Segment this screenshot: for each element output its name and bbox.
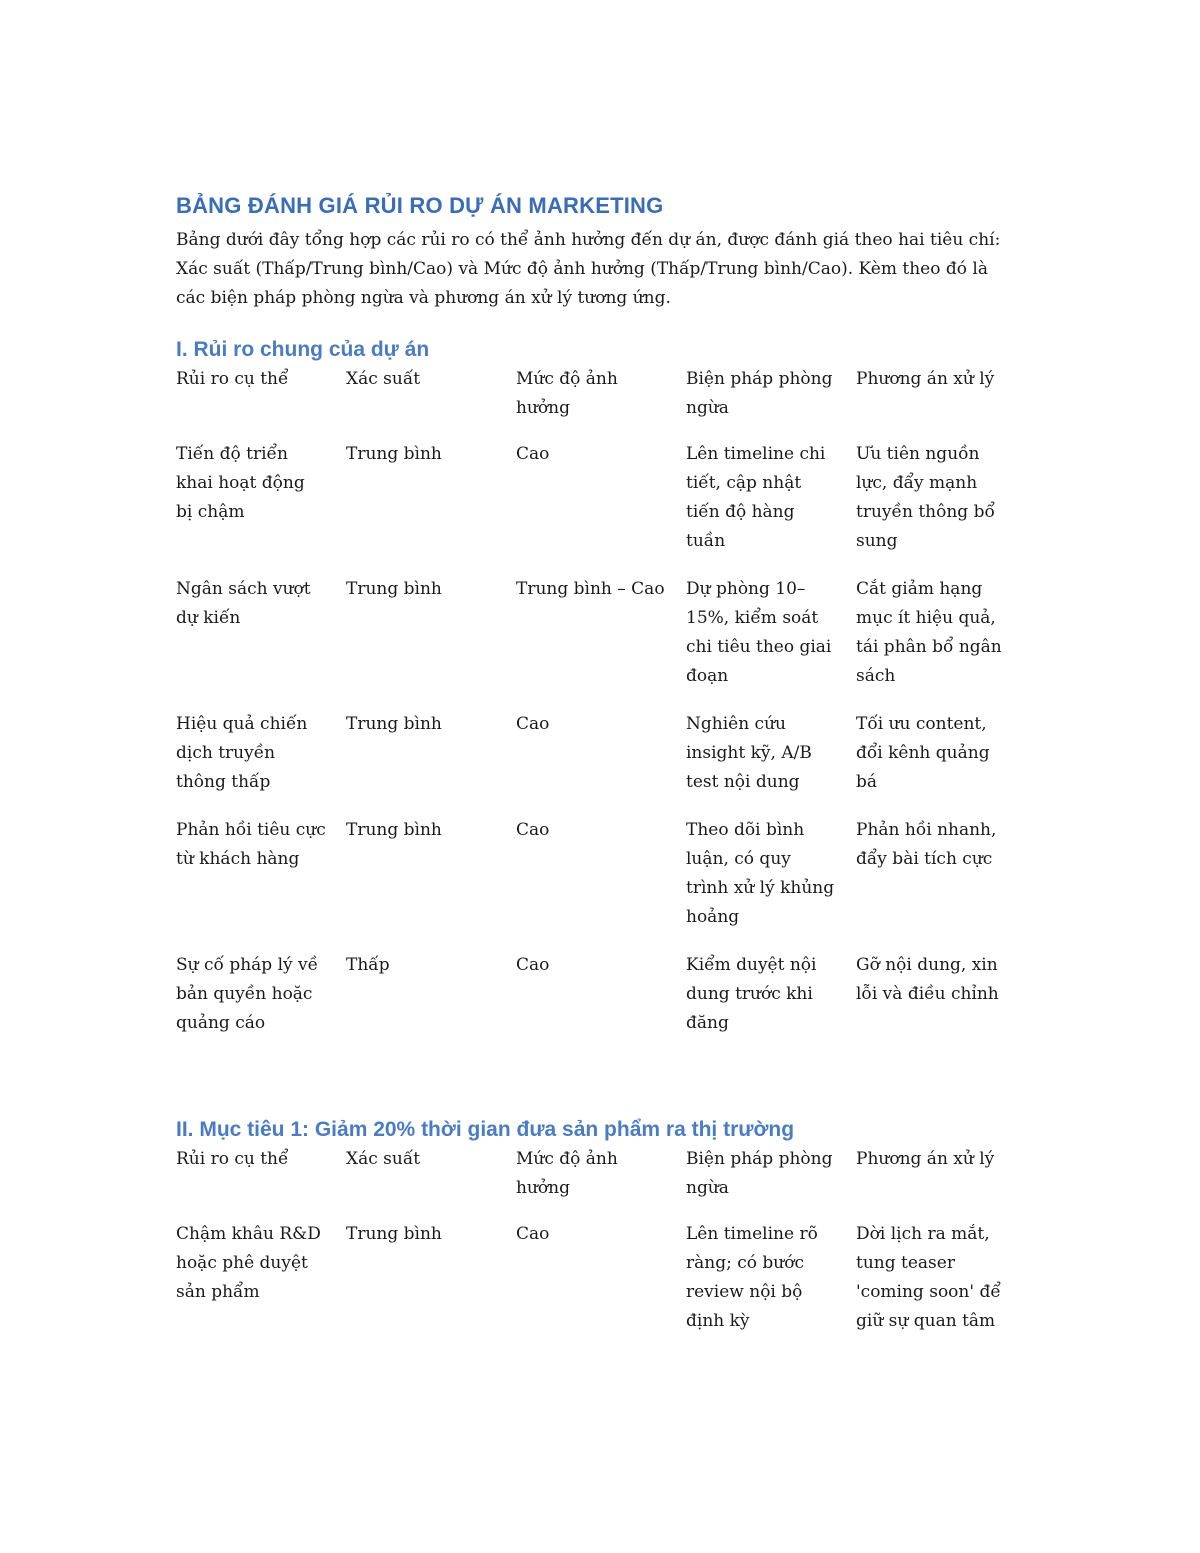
document-title: BẢNG ĐÁNH GIÁ RỦI RO DỰ ÁN MARKETING	[176, 193, 664, 218]
table-row	[176, 951, 1026, 1057]
section-heading: II. Mục tiêu 1: Giảm 20% thời gian đưa sản phẩm ra thị trường	[176, 1118, 795, 1141]
document-page	[176, 190, 1026, 1355]
cell-risk: Sự cố pháp lý về bản quyền hoặc quảng cáo	[176, 955, 319, 1033]
header-impact: Mức độ ảnh hưởng	[516, 1149, 618, 1198]
header-impact: Mức độ ảnh hưởng	[516, 369, 618, 418]
cell-risk: Phản hồi tiêu cực từ khách hàng	[176, 820, 326, 869]
table-row	[176, 1220, 1026, 1355]
cell-impact: Cao	[516, 1224, 550, 1244]
table-header-row	[176, 365, 1026, 440]
table-header-row	[176, 1145, 1026, 1220]
cell-impact: Cao	[516, 714, 550, 734]
cell-prevention: Kiểm duyệt nội dung trước khi đăng	[686, 955, 817, 1033]
header-probability: Xác suất	[346, 369, 421, 389]
cell-probability: Trung bình	[346, 579, 442, 599]
cell-response: Cắt giảm hạng mục ít hiệu quả, tái phân bổ ngân sách	[856, 579, 1002, 686]
cell-prevention: Lên timeline rõ ràng; có bước review nội bộ định kỳ	[686, 1224, 818, 1331]
cell-impact: Cao	[516, 444, 550, 464]
cell-probability: Thấp	[346, 955, 390, 975]
cell-prevention: Nghiên cứu insight kỹ, A/B test nội dung	[686, 714, 812, 792]
header-probability: Xác suất	[346, 1149, 421, 1169]
cell-risk: Tiến độ triển khai hoạt động bị chậm	[176, 444, 305, 522]
table-row	[176, 575, 1026, 710]
cell-response: Dời lịch ra mắt, tung teaser 'coming soon' để giữ sự quan tâm	[856, 1224, 1001, 1331]
header-prevention: Biện pháp phòng ngừa	[686, 1149, 833, 1198]
cell-impact: Trung bình – Cao	[516, 579, 665, 599]
risk-table	[176, 365, 1026, 1057]
header-prevention: Biện pháp phòng ngừa	[686, 369, 833, 418]
cell-impact: Cao	[516, 820, 550, 840]
header-risk: Rủi ro cụ thể	[176, 369, 289, 389]
table-row	[176, 710, 1026, 816]
cell-response: Ưu tiên nguồn lực, đẩy mạnh truyền thông bổ sung	[856, 444, 995, 551]
cell-risk: Chậm khâu R&D hoặc phê duyệt sản phẩm	[176, 1224, 321, 1302]
cell-response: Gỡ nội dung, xin lỗi và điều chỉnh	[856, 955, 999, 1004]
cell-risk: Hiệu quả chiến dịch truyền thông thấp	[176, 714, 308, 792]
cell-impact: Cao	[516, 955, 550, 975]
cell-response: Phản hồi nhanh, đẩy bài tích cực	[856, 820, 997, 869]
cell-prevention: Dự phòng 10–15%, kiểm soát chi tiêu theo giai đoạn	[686, 579, 832, 686]
cell-response: Tối ưu content, đổi kênh quảng bá	[856, 714, 990, 792]
cell-probability: Trung bình	[346, 1224, 442, 1244]
risk-table	[176, 1145, 1026, 1355]
intro-paragraph: Bảng dưới đây tổng hợp các rủi ro có thể ảnh hưởng đến dự án, được đánh giá theo hai tiêu chí: Xác suất (Thấp/Trung bình/Cao) và Mức độ ảnh hưởng (Thấp/Trung bình/Cao). Kèm theo đó là các biện pháp phòng ngừa và phương án xử lý tương ứng.	[176, 230, 1001, 308]
table-row	[176, 440, 1026, 575]
cell-probability: Trung bình	[346, 820, 442, 840]
cell-probability: Trung bình	[346, 444, 442, 464]
header-response: Phương án xử lý	[856, 369, 995, 389]
cell-prevention: Theo dõi bình luận, có quy trình xử lý khủng hoảng	[686, 820, 835, 927]
section-heading: I. Rủi ro chung của dự án	[176, 338, 430, 361]
cell-prevention: Lên timeline chi tiết, cập nhật tiến độ hàng tuần	[686, 444, 826, 551]
header-response: Phương án xử lý	[856, 1149, 995, 1169]
cell-probability: Trung bình	[346, 714, 442, 734]
header-risk: Rủi ro cụ thể	[176, 1149, 289, 1169]
cell-risk: Ngân sách vượt dự kiến	[176, 579, 311, 628]
table-row	[176, 816, 1026, 951]
